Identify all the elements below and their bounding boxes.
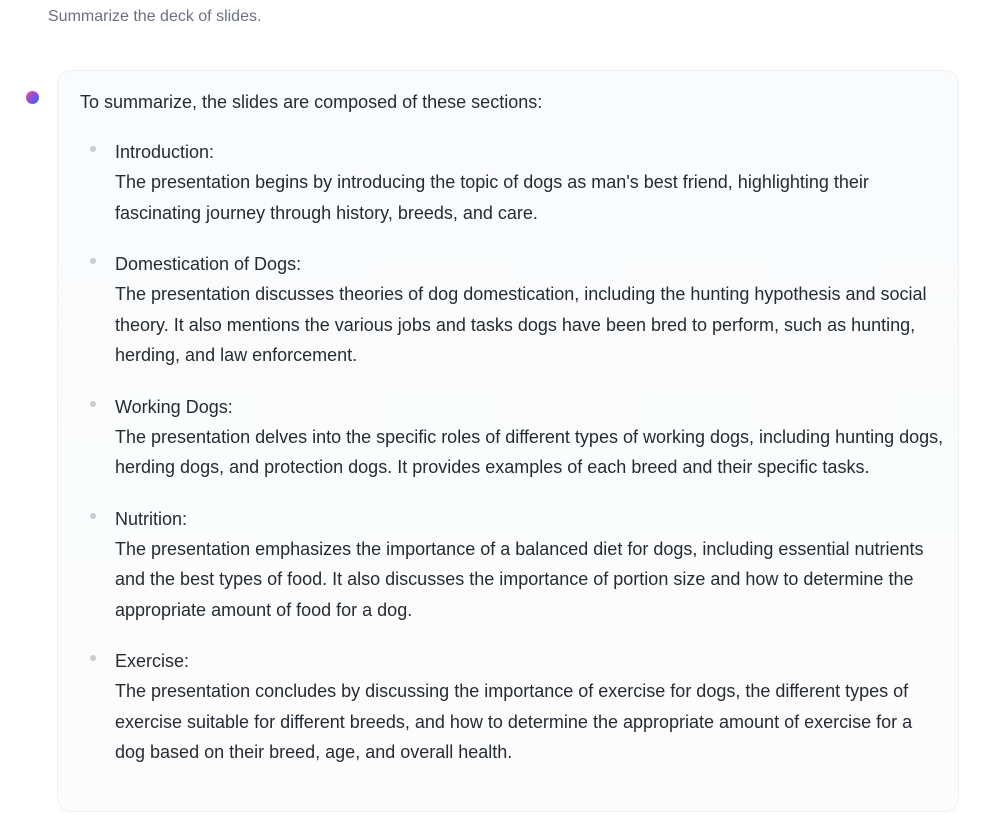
bullet-icon — [90, 513, 96, 519]
bullet-icon — [90, 258, 96, 264]
bullet-icon — [90, 146, 96, 152]
response-intro: To summarize, the slides are composed of these sections: — [80, 92, 543, 112]
section-body: The presentation delves into the specific roles of different types of working dogs, including hunting dogs, herding dogs, and protection dogs. It provides examples of each breed and their specific tasks. — [115, 426, 944, 477]
section-title: Domestication of Dogs: — [115, 254, 302, 274]
assistant-avatar-icon — [26, 91, 39, 104]
assistant-response-card — [57, 70, 959, 812]
section-title: Introduction: — [115, 142, 215, 162]
list-item — [80, 504, 936, 626]
bullet-icon — [90, 401, 96, 407]
list-item — [80, 137, 936, 228]
section-body: The presentation begins by introducing the topic of dogs as man's best friend, highlighting their fascinating journey through history, breeds, and care. — [115, 172, 869, 223]
list-item — [80, 392, 944, 483]
section-body: The presentation concludes by discussing the importance of exercise for dogs, the different types of exercise suitable for different breeds, and how to determine the appropriate amount of exercise for a dog based on their breed, age, and overall health. — [115, 681, 913, 762]
bullet-icon — [90, 655, 96, 661]
section-body: The presentation discusses theories of dog domestication, including the hunting hypothesis and social theory. It also mentions the various jobs and tasks dogs have been bred to perform, such as hunting, herding, and law enforcement. — [115, 284, 927, 365]
list-item — [80, 249, 936, 371]
section-title: Exercise: — [115, 651, 190, 671]
list-item — [80, 646, 936, 768]
section-title: Working Dogs: — [115, 396, 233, 417]
section-body: The presentation emphasizes the importance of a balanced diet for dogs, including essential nutrients and the best types of food. It also discusses the importance of portion size and how to determine the appropriate amount of food for a dog. — [115, 538, 924, 620]
section-title: Nutrition: — [115, 508, 188, 529]
user-message: Summarize the deck of slides. — [48, 8, 262, 25]
section-list — [80, 137, 944, 768]
